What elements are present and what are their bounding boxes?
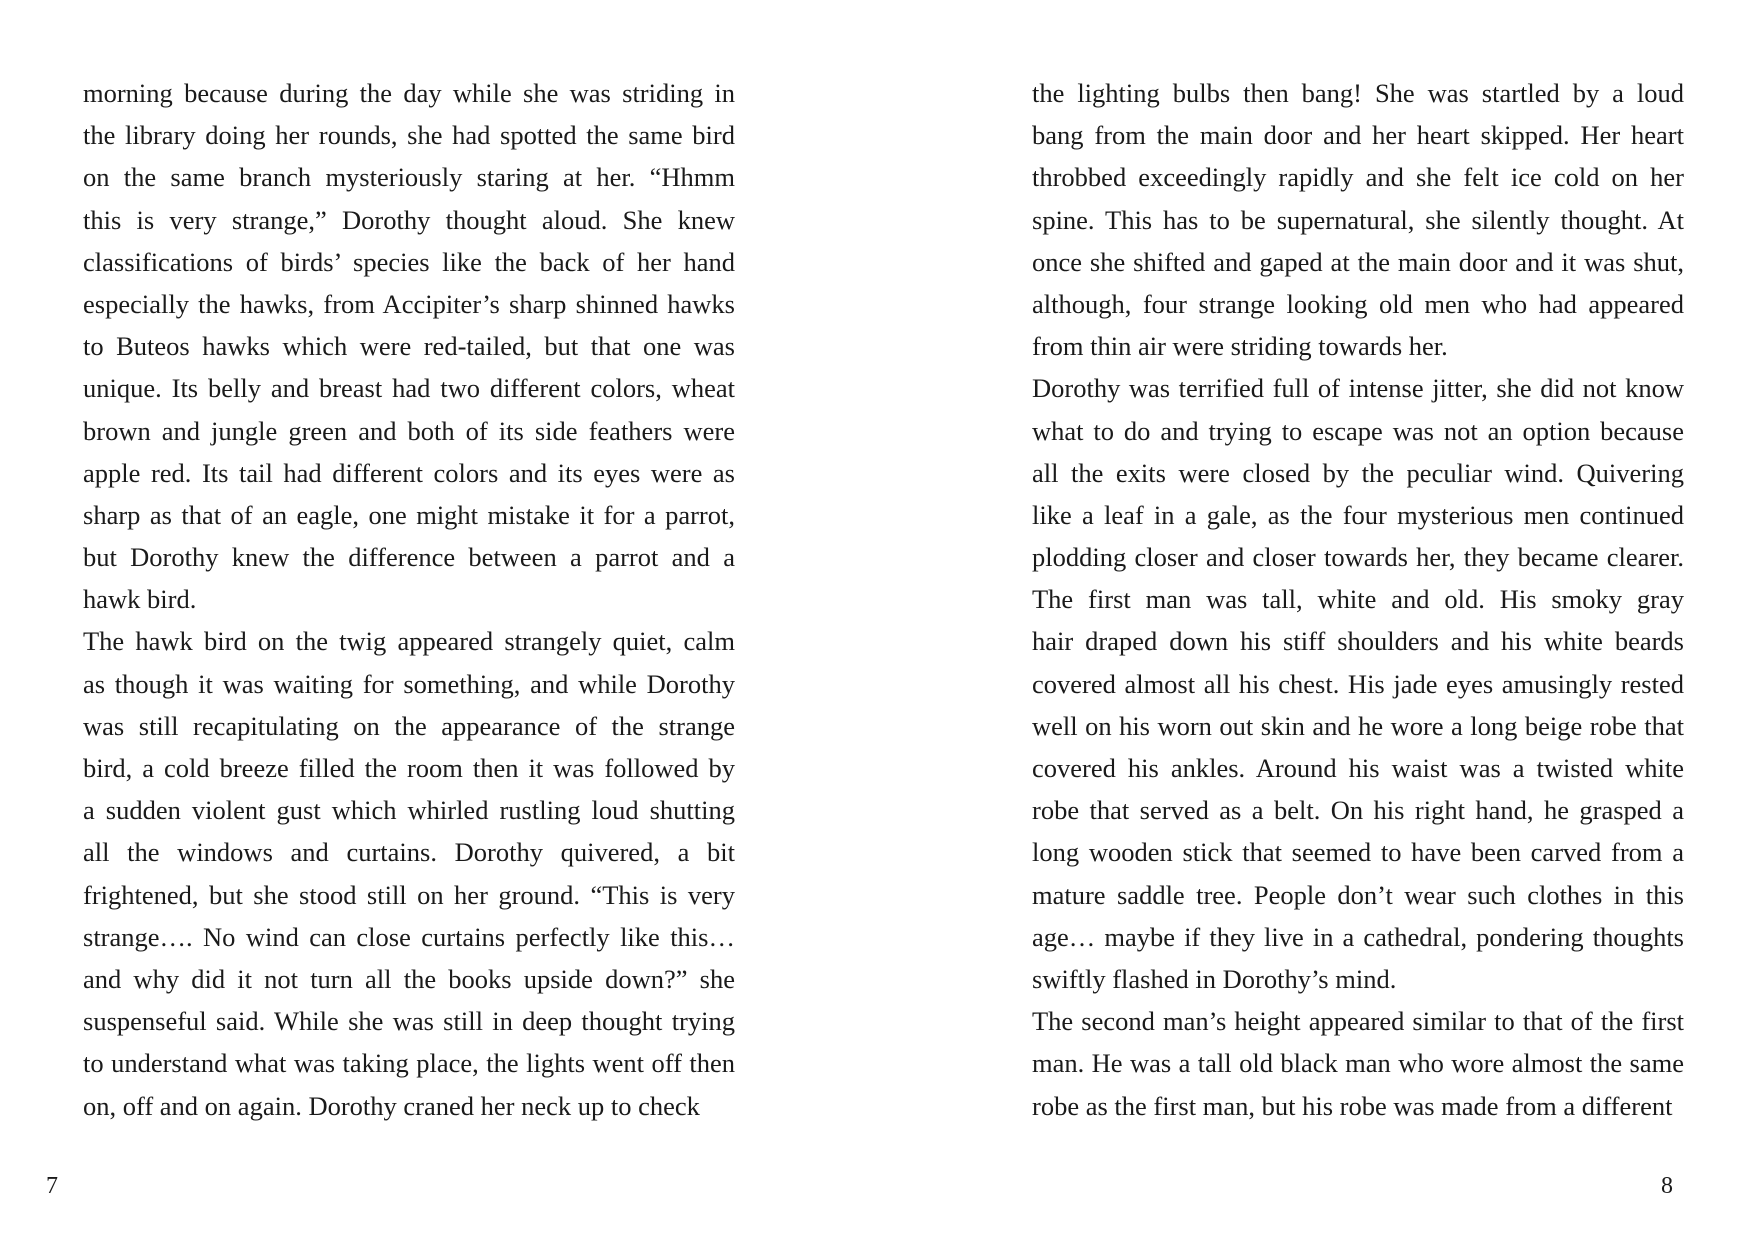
text-line: covered his ankles. Around his waist was a twisted white (1032, 753, 1684, 783)
text-line: and why did it not turn all the books upside down?” she (83, 963, 735, 994)
text-line: a sudden violent gust which whirled rustling loud shutting (83, 795, 735, 826)
text-line: well on his worn out skin and he wore a long beige robe that (1032, 710, 1684, 741)
text-line: was still recapitulating on the appearance of the strange (83, 710, 735, 741)
text-line: covered almost all his chest. His jade eyes amusingly rested (1032, 668, 1684, 699)
left-page-text (83, 72, 735, 1127)
text-line: robe that served as a belt. On his right hand, he grasped a (1032, 795, 1684, 826)
text-line: what to do and trying to escape was not an option because (1032, 415, 1684, 446)
left-page-number: 7 (46, 1173, 58, 1199)
text-line: hair draped down his stiff shoulders and his white beards (1032, 626, 1684, 657)
text-line: although, four strange looking old men who had appeared (1032, 288, 1684, 319)
text-line: bird, a cold breeze filled the room then it was followed by (83, 753, 735, 783)
text-line: to Buteos hawks which were red-tailed, but that one was (83, 331, 735, 362)
text-line: Dorothy was terrified full of intense jitter, she did not know (1032, 373, 1684, 404)
text-line: The second man’s height appeared similar to that of the first (1032, 1006, 1684, 1037)
text-line: like a leaf in a gale, as the four mysterious men continued (1032, 499, 1684, 530)
text-line: throbbed exceedingly rapidly and she felt ice cold on her (1032, 162, 1684, 193)
text-line: to understand what was taking place, the lights went off then (83, 1048, 735, 1079)
text-line: strange…. No wind can close curtains perfectly like this… (83, 921, 735, 952)
text-line: all the exits were closed by the peculiar wind. Quivering (1032, 457, 1684, 488)
text-line: this is very strange,” Dorothy thought aloud. She knew (83, 204, 735, 235)
text-line: unique. Its belly and breast had two different colors, wheat (83, 373, 735, 404)
text-line: swiftly flashed in Dorothy’s mind. (1032, 963, 1397, 994)
text-line: hawk bird. (83, 584, 197, 615)
text-line: suspenseful said. While she was still in deep thought trying (83, 1006, 735, 1037)
text-line: brown and jungle green and both of its side feathers were (83, 415, 735, 446)
text-line: The hawk bird on the twig appeared strangely quiet, calm (83, 626, 735, 657)
right-page-text (1032, 72, 1684, 1127)
text-line: sharp as that of an eagle, one might mistake it for a parrot, (83, 499, 735, 530)
text-line: man. He was a tall old black man who wore almost the same (1032, 1048, 1684, 1079)
text-line: from thin air were striding towards her. (1032, 331, 1448, 362)
text-line: spine. This has to be supernatural, she silently thought. At (1032, 204, 1684, 235)
text-line: as though it was waiting for something, and while Dorothy (83, 668, 735, 699)
text-line: bang from the main door and her heart skipped. Her heart (1032, 120, 1684, 151)
text-line: morning because during the day while she was striding in (83, 78, 735, 108)
text-line: on, off and on again. Dorothy craned her neck up to check (83, 1090, 700, 1121)
text-line: once she shifted and gaped at the main door and it was shut, (1032, 246, 1684, 277)
text-line: the library doing her rounds, she had spotted the same bird (83, 120, 735, 151)
text-line: apple red. Its tail had different colors and its eyes were as (83, 457, 735, 488)
text-line: frightened, but she stood still on her ground. “This is very (83, 879, 735, 910)
text-line: long wooden stick that seemed to have been carved from a (1032, 837, 1684, 868)
text-line: on the same branch mysteriously staring at her. “Hhmm (83, 162, 735, 193)
text-line: all the windows and curtains. Dorothy quivered, a bit (83, 837, 735, 868)
text-line: age… maybe if they live in a cathedral, pondering thoughts (1032, 921, 1684, 952)
text-line: especially the hawks, from Accipiter’s sharp shinned hawks (83, 288, 735, 319)
text-line: plodding closer and closer towards her, they became clearer. (1032, 542, 1684, 573)
text-line: the lighting bulbs then bang! She was startled by a loud (1032, 78, 1684, 108)
text-line: robe as the first man, but his robe was made from a different (1032, 1090, 1673, 1121)
text-line: classifications of birds’ species like the back of her hand (83, 246, 735, 277)
text-line: but Dorothy knew the difference between a parrot and a (83, 542, 735, 573)
text-line: mature saddle tree. People don’t wear such clothes in this (1032, 879, 1684, 910)
text-line: The first man was tall, white and old. His smoky gray (1032, 584, 1684, 615)
right-page-number: 8 (1661, 1173, 1673, 1199)
